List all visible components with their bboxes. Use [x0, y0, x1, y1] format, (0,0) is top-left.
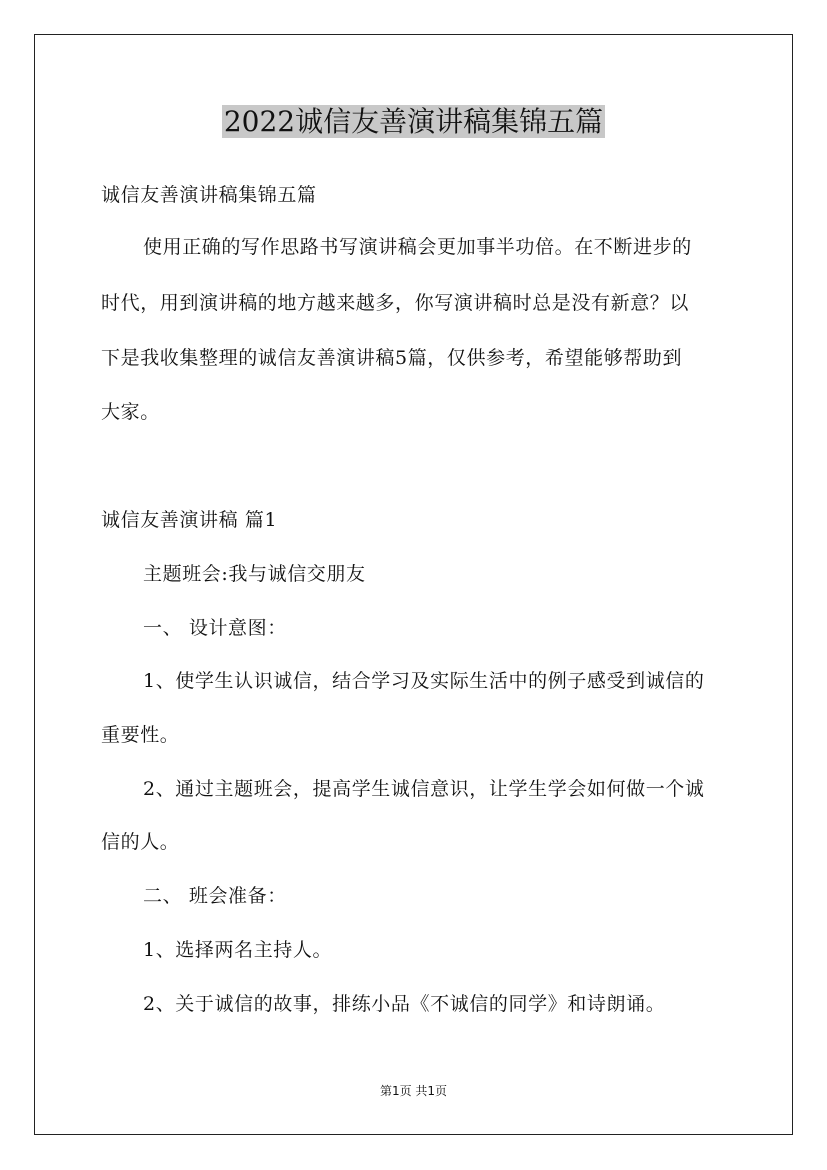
intro-line: 时代，用到演讲稿的地方越来越多，你写演讲稿时总是没有新意？以: [101, 292, 690, 314]
document-title: [0, 100, 827, 144]
body-line: 二、 班会准备：: [143, 885, 287, 907]
intro-line: 大家。: [101, 401, 160, 423]
body-line: 1、使学生认识诚信，结合学习及实际生活中的例子感受到诚信的: [143, 670, 705, 692]
page-footer: 第1页 共1页: [379, 1084, 448, 1098]
intro-line: 使用正确的写作思路书写演讲稿会更加事半功倍。在不断进步的: [143, 236, 692, 258]
intro-line: 下是我收集整理的诚信友善演讲稿5篇，仅供参考，希望能够帮助到: [101, 347, 683, 369]
body-line: 2、关于诚信的故事，排练小品《不诚信的同学》和诗朗诵。: [143, 993, 666, 1015]
body-line: 一、 设计意图：: [143, 617, 287, 639]
document-subtitle: 诚信友善演讲稿集锦五篇: [101, 184, 317, 206]
body-line: 重要性。: [101, 724, 180, 746]
section-heading: 诚信友善演讲稿 篇1: [101, 509, 278, 531]
body-line: 1、选择两名主持人。: [143, 939, 333, 961]
body-line: 信的人。: [101, 831, 180, 853]
body-line: 2、通过主题班会，提高学生诚信意识，让学生学会如何做一个诚: [143, 778, 705, 800]
document-title-text: 2022诚信友善演讲稿集锦五篇: [223, 105, 604, 138]
body-line: 主题班会:我与诚信交朋友: [143, 563, 366, 585]
